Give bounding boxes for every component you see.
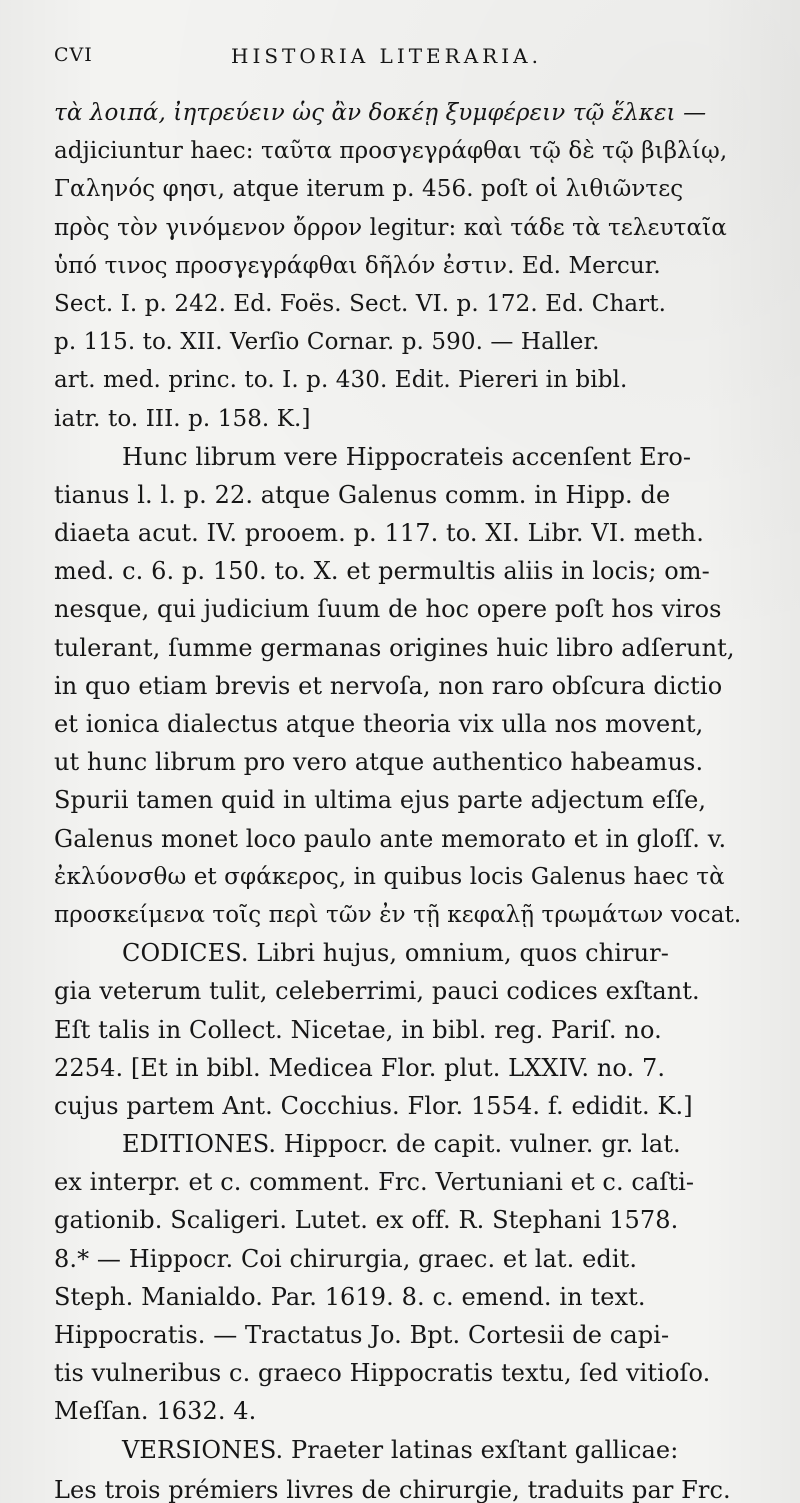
text-line-21: ἐκλύονσθω et σφάκερος, in quibus locis Galenus haec τὰ [54,863,725,890]
text-line-17: et ionica dialectus atque theoria vix ulla nos movent, [54,710,704,738]
running-title: HISTORIA LITERARIA. [231,44,542,68]
text-line-35: Meſſan. 1632. 4. [54,1397,257,1426]
text-line-9: iatr. to. III. p. 158. K.] [54,405,311,432]
text-line-2: adjiciuntur haec: ταῦτα προσγεγράφθαι τῷ δὲ τῷ βιβλίῳ, [54,138,728,165]
text-line-14: nesque, qui judicium ſuum de hoc opere poſt hos viros [54,595,722,624]
text-line-20: Galenus monet loco paulo ante memorato et in gloſſ. v. [54,824,727,853]
text-line-27: cujus partem Ant. Cocchius. Flor. 1554. f. edidit. K.] [54,1091,693,1120]
text-line-4: πρὸς τὸν γινόμενον ὄρρον legitur: καὶ τάδε τὰ τελευταῖα [54,214,727,241]
page-number: CVI [54,44,93,66]
text-line-33: Hippocratis. — Tractatus Jo. Bpt. Cortesii de capi- [54,1321,670,1349]
text-line-8: art. med. princ. to. I. p. 430. Edit. Piereri in bibl. [54,367,628,394]
text-line-34: tis vulneribus c. graeco Hippocratis textu, ſed vitioſo. [54,1359,711,1388]
text-line-29: ex interpr. et c. comment. Frc. Vertuniani et c. caſti- [54,1168,695,1197]
running-header [54,34,762,70]
text-line-7: p. 115. to. XII. Verſio Cornar. p. 590. — Haller. [54,329,600,356]
text-line-3: Γαληνός φησι, atque iterum p. 456. poſt οἱ λιθιῶντες [54,176,684,203]
text-line-19: Spurii tamen quid in ultima ejus parte adjectum eſſe, [54,786,707,815]
text-line-25: Eſt talis in Collect. Nicetae, in bibl. reg. Pariſ. no. [54,1015,662,1044]
text-line-37: Les trois prémiers livres de chirurgie, traduits par Frc. [54,1475,731,1503]
text-line-31: 8.* — Hippocr. Coi chirurgia, graec. et lat. edit. [54,1244,638,1273]
text-line-13: med. c. 6. p. 150. to. X. et permultis aliis in locis; om- [54,557,710,586]
text-line-24: gia veterum tulit, celeberrimi, pauci codices exſtant. [54,977,700,1006]
text-line-10: Hunc librum vere Hippocrateis accenſent Ero- [122,442,692,471]
text-line-6: Sect. I. p. 242. Ed. Foës. Sect. VI. p. 172. Ed. Chart. [54,290,667,317]
text-line-12: diaeta acut. IV. prooem. p. 117. to. XI. Libr. VI. meth. [54,519,704,548]
text-line-5: ὑπό τινος προσγεγράφθαι δῆλόν ἐστιν. Ed. Mercur. [54,252,661,279]
text-line-26: 2254. [Et in bibl. Medicea Flor. plut. LXXIV. no. 7. [54,1053,666,1082]
page-text [54,94,762,1503]
text-line-22: προσκείμενα τοῖς περὶ τῶν ἐν τῇ κεφαλῇ τρωμάτων vocat. [54,901,742,928]
text-line-32: Steph. Manialdo. Par. 1619. 8. c. emend. in text. [54,1282,646,1311]
editiones-section-heading-line: EDITIONES. Hippocr. de capit. vulner. gr. lat. [122,1130,681,1159]
versiones-section-heading-line: VERSIONES. Praeter latinas exſtant gallicae: [122,1435,679,1464]
text-line-1: τὰ λοιπά, ἰητρεύειν ὡς ἂν δοκέῃ ξυμφέρειν τῷ ἕλκει — [54,100,707,126]
codices-section-heading-line: CODICES. Libri hujus, omnium, quos chirur- [122,939,669,968]
text-line-16: in quo etiam brevis et nervoſa, non raro obſcura dictio [54,671,723,700]
text-line-15: tulerant, ſumme germanas origines huic libro adſerunt, [54,633,735,662]
text-line-30: gationib. Scaligeri. Lutet. ex off. R. Stephani 1578. [54,1206,679,1235]
text-line-18: ut hunc librum pro vero atque authentico habeamus. [54,748,704,777]
text-line-11: tianus l. l. p. 22. atque Galenus comm. in Hipp. de [54,480,671,509]
